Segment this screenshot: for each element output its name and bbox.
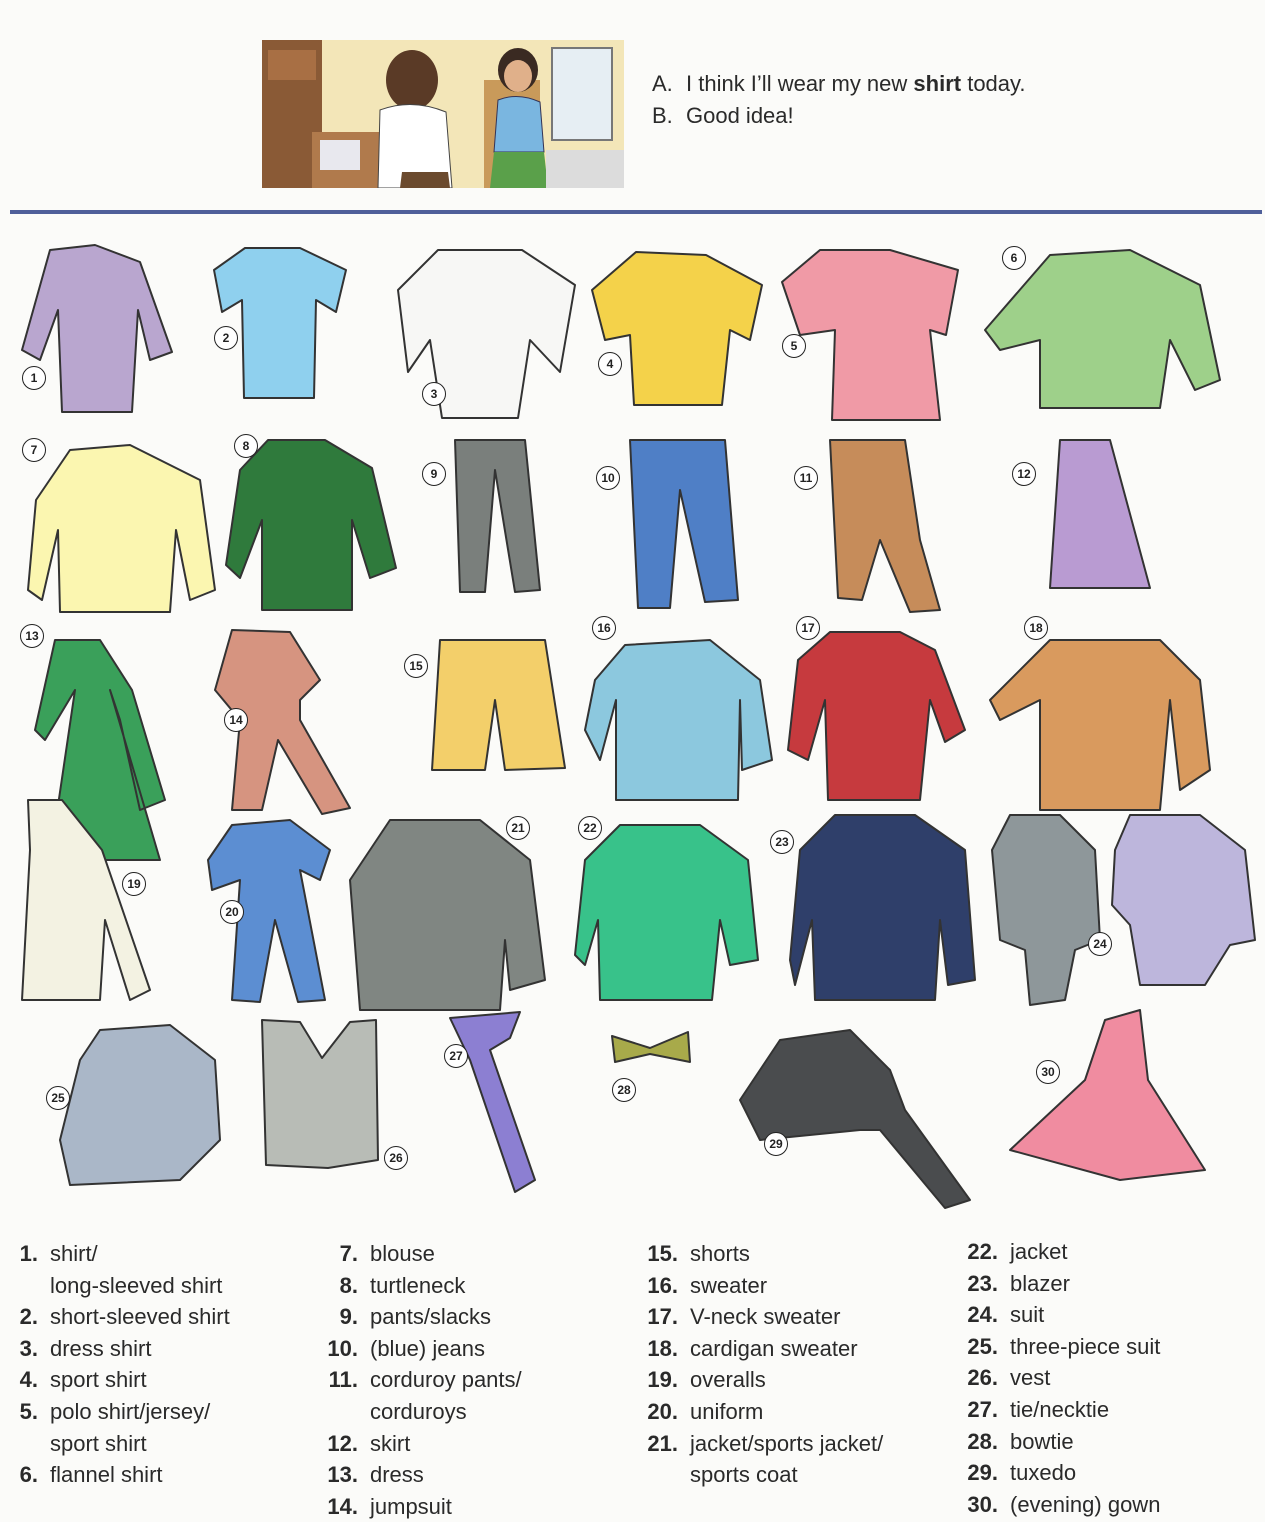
- word-entry: 25. three-piece suit: [967, 1333, 1161, 1359]
- item-number-4: 4: [598, 352, 622, 376]
- item-number-25: 25: [46, 1086, 70, 1110]
- word-entry: 23. blazer: [967, 1270, 1070, 1296]
- speaker-a: A.: [652, 71, 673, 96]
- word-entry: 18. cardigan sweater: [647, 1335, 858, 1361]
- item-number-23: 23: [770, 830, 794, 854]
- word-entry: 22. jacket: [967, 1239, 1068, 1264]
- word-entry: 19. overalls: [647, 1367, 766, 1393]
- word-entry: 28. bowtie: [967, 1428, 1074, 1454]
- word-list-column-2: [322, 1238, 522, 1522]
- word-entry: 10. (blue) jeans: [327, 1335, 485, 1361]
- item-number-17: 17: [796, 616, 820, 640]
- item-number-8: 8: [234, 434, 258, 458]
- word-entry: 9. pants/slacks: [339, 1304, 492, 1330]
- word-entry: 13. dress: [327, 1462, 424, 1488]
- item-number-30: 30: [1036, 1060, 1060, 1084]
- item-number-7: 7: [22, 438, 46, 462]
- item-number-26: 26: [384, 1146, 408, 1170]
- sports-jacket-drawing: [350, 820, 545, 1010]
- item-number-24: 24: [1088, 932, 1112, 956]
- item-number-29: 29: [764, 1132, 788, 1156]
- item-number-3: 3: [422, 382, 446, 406]
- word-list-column-4: [962, 1236, 1160, 1520]
- suit-drawing: [992, 815, 1100, 1005]
- item-number-22: 22: [578, 816, 602, 840]
- word-entry: 7. blouse: [339, 1241, 435, 1266]
- word-entry: 26. vest: [967, 1365, 1051, 1391]
- word-entry: 5. polo shirt/jersey/ sport shirt: [19, 1398, 211, 1456]
- blouse-drawing: [28, 445, 215, 612]
- word-entry: 4. sport shirt: [19, 1367, 147, 1393]
- jacket-drawing: [575, 825, 758, 1000]
- word-entry: 3. dress shirt: [19, 1335, 152, 1361]
- polo-shirt-drawing: [782, 250, 958, 420]
- tuxedo-drawing: [740, 1030, 970, 1208]
- shirt-drawing: [22, 245, 172, 412]
- turtleneck-drawing: [226, 440, 396, 610]
- womens-suit-drawing: [1112, 815, 1255, 985]
- sweater-drawing: [585, 640, 772, 800]
- word-entry: 2. short-sleeved shirt: [19, 1304, 230, 1330]
- pants-drawing: [455, 440, 540, 592]
- item-number-21: 21: [506, 816, 530, 840]
- shorts-drawing: [432, 640, 565, 770]
- item-number-27: 27: [444, 1044, 468, 1068]
- vest-drawing: [262, 1020, 378, 1168]
- word-list-column-3: [642, 1238, 883, 1491]
- corduroy-pants-drawing: [830, 440, 940, 612]
- item-number-15: 15: [404, 654, 428, 678]
- item-number-12: 12: [1012, 462, 1036, 486]
- dialog-text-a: I think I’ll wear my new shirt today.: [686, 71, 1026, 96]
- item-number-16: 16: [592, 616, 616, 640]
- word-entry: 16. sweater: [647, 1272, 768, 1298]
- word-entry: 15. shorts: [647, 1241, 750, 1266]
- word-entry: 30. (evening) gown: [967, 1491, 1161, 1517]
- v-neck-sweater-drawing: [788, 632, 965, 800]
- item-number-2: 2: [214, 326, 238, 350]
- word-entry: 21. jacket/sports jacket/ sports coat: [647, 1430, 884, 1488]
- item-number-11: 11: [794, 466, 818, 490]
- item-number-18: 18: [1024, 616, 1048, 640]
- blazer-drawing: [790, 815, 975, 1000]
- short-sleeved-shirt-drawing: [214, 248, 346, 398]
- word-entry: 17. V-neck sweater: [647, 1304, 841, 1330]
- word-entry: 8. turtleneck: [339, 1272, 466, 1298]
- jeans-drawing: [630, 440, 738, 608]
- bowtie-drawing: [612, 1032, 690, 1062]
- flannel-shirt-drawing: [985, 250, 1220, 408]
- gown-drawing: [1010, 1010, 1205, 1180]
- word-list-column-1: [2, 1238, 230, 1491]
- item-number-5: 5: [782, 334, 806, 358]
- dialog-text-b: Good idea!: [686, 103, 794, 128]
- item-number-10: 10: [596, 466, 620, 490]
- item-number-19: 19: [122, 872, 146, 896]
- word-entry: 24. suit: [967, 1302, 1045, 1328]
- word-entry: 20. uniform: [647, 1398, 764, 1424]
- three-piece-suit-drawing: [60, 1025, 220, 1185]
- item-number-20: 20: [220, 900, 244, 924]
- item-number-9: 9: [422, 462, 446, 486]
- word-entry: 12. skirt: [327, 1430, 411, 1456]
- necktie-drawing: [450, 1012, 535, 1192]
- sport-shirt-drawing: [592, 252, 762, 405]
- item-number-28: 28: [612, 1078, 636, 1102]
- item-number-14: 14: [224, 708, 248, 732]
- cardigan-sweater-drawing: [990, 640, 1210, 810]
- skirt-drawing: [1050, 440, 1150, 588]
- item-number-1: 1: [22, 366, 46, 390]
- speaker-b: B.: [652, 103, 673, 128]
- item-number-6: 6: [1002, 246, 1026, 270]
- word-entry: 29. tuxedo: [967, 1460, 1077, 1486]
- word-entry: 11. corduroy pants/ corduroys: [328, 1367, 522, 1424]
- word-entry: 1. shirt/ long-sleeved shirt: [19, 1241, 223, 1298]
- word-entry: 6. flannel shirt: [19, 1462, 163, 1488]
- word-entry: 27. tie/necktie: [967, 1396, 1110, 1422]
- item-number-13: 13: [20, 624, 44, 648]
- word-entry: 14. jumpsuit: [327, 1493, 452, 1519]
